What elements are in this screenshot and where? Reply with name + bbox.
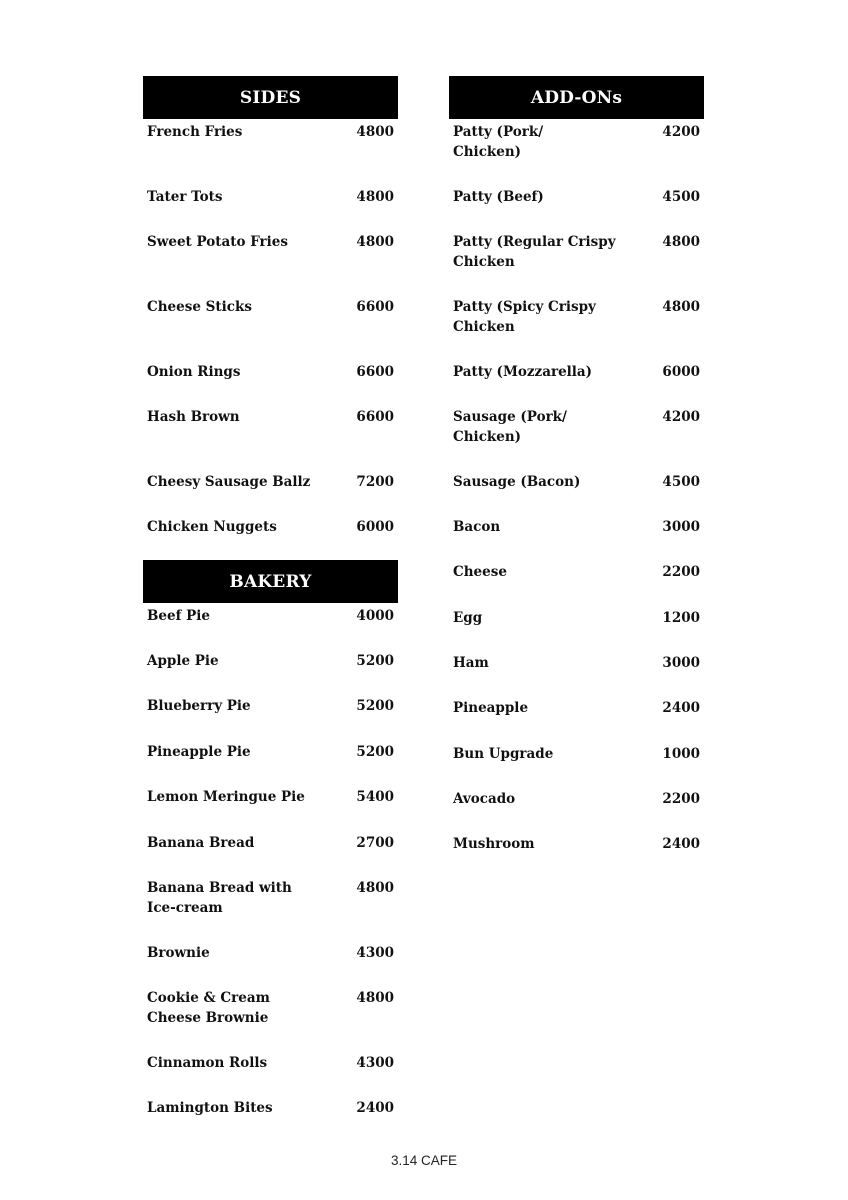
item-price: 5400 [356,789,394,805]
item-price: 1000 [662,746,700,762]
item-name: Patty (Beef) [453,189,544,205]
item-price: 4800 [356,990,394,1006]
item-name: Cheese [453,564,507,580]
item-price: 5200 [356,698,394,714]
item-price: 4800 [662,234,700,250]
item-name: Bacon [453,519,501,535]
item-name: Beef Pie [147,608,210,624]
item-name: Avocado [453,791,516,807]
item-price: 2700 [356,835,394,851]
item-name: Cinnamon Rolls [147,1055,268,1071]
item-price: 4300 [356,1055,394,1071]
item-price: 6600 [356,409,394,425]
item-name: French Fries [147,124,243,140]
bakery-header: BAKERY [143,560,398,603]
item-name: Pineapple [453,700,529,716]
item-price: 4800 [356,124,394,140]
item-price: 4500 [662,189,700,205]
item-name: Brownie [147,945,210,961]
item-name: Apple Pie [147,653,219,669]
item-price: 3000 [662,655,700,671]
item-price: 2400 [662,700,700,716]
item-price: 5200 [356,653,394,669]
item-price: 2400 [662,836,700,852]
item-price: 7200 [356,474,394,490]
item-price: 5200 [356,744,394,760]
sides-section [143,76,398,535]
item-price: 4500 [662,474,700,490]
item-price: 2200 [662,791,700,807]
item-name: Mushroom [453,836,535,852]
item-name: Patty (Pork/ Chicken) [453,124,544,160]
item-price: 4200 [662,124,700,140]
item-name: Patty (Mozzarella) [453,364,593,380]
item-name: Lemon Meringue Pie [147,789,305,805]
item-name: Banana Bread with Ice-cream [147,880,292,916]
item-name: Sausage (Pork/ Chicken) [453,409,567,445]
item-name: Banana Bread [147,835,255,851]
item-price: 4300 [356,945,394,961]
item-price: 4800 [662,299,700,315]
item-price: 4800 [356,234,394,250]
item-name: Hash Brown [147,409,240,425]
item-name: Sweet Potato Fries [147,234,288,250]
item-price: 3000 [662,519,700,535]
footer-cafe-name: 3.14 CAFE [390,1153,458,1168]
bakery-section [143,560,398,1116]
item-name: Patty (Regular Crispy Chicken [453,234,616,270]
addons-section [449,76,704,852]
item-name: Cheese Sticks [147,299,252,315]
addons-header: ADD-ONs [449,76,704,119]
item-name: Egg [453,610,483,626]
item-name: Cookie & Cream Cheese Brownie [147,990,270,1026]
item-price: 4200 [662,409,700,425]
item-price: 4800 [356,189,394,205]
item-name: Bun Upgrade [453,746,554,762]
item-name: Pineapple Pie [147,744,251,760]
item-name: Cheesy Sausage Ballz [147,474,311,490]
item-name: Lamington Bites [147,1100,273,1116]
item-price: 1200 [662,610,700,626]
item-price: 6600 [356,364,394,380]
sides-header: SIDES [143,76,398,119]
item-name: Chicken Nuggets [147,519,277,535]
item-name: Ham [453,655,489,671]
item-name: Blueberry Pie [147,698,251,714]
item-price: 2200 [662,564,700,580]
item-price: 4800 [356,880,394,896]
item-name: Sausage (Bacon) [453,474,581,490]
item-name: Tater Tots [147,189,223,205]
item-price: 2400 [356,1100,394,1116]
item-price: 6000 [356,519,394,535]
item-name: Patty (Spicy Crispy Chicken [453,299,596,335]
item-name: Onion Rings [147,364,241,380]
item-price: 4000 [356,608,394,624]
item-price: 6600 [356,299,394,315]
item-price: 6000 [662,364,700,380]
